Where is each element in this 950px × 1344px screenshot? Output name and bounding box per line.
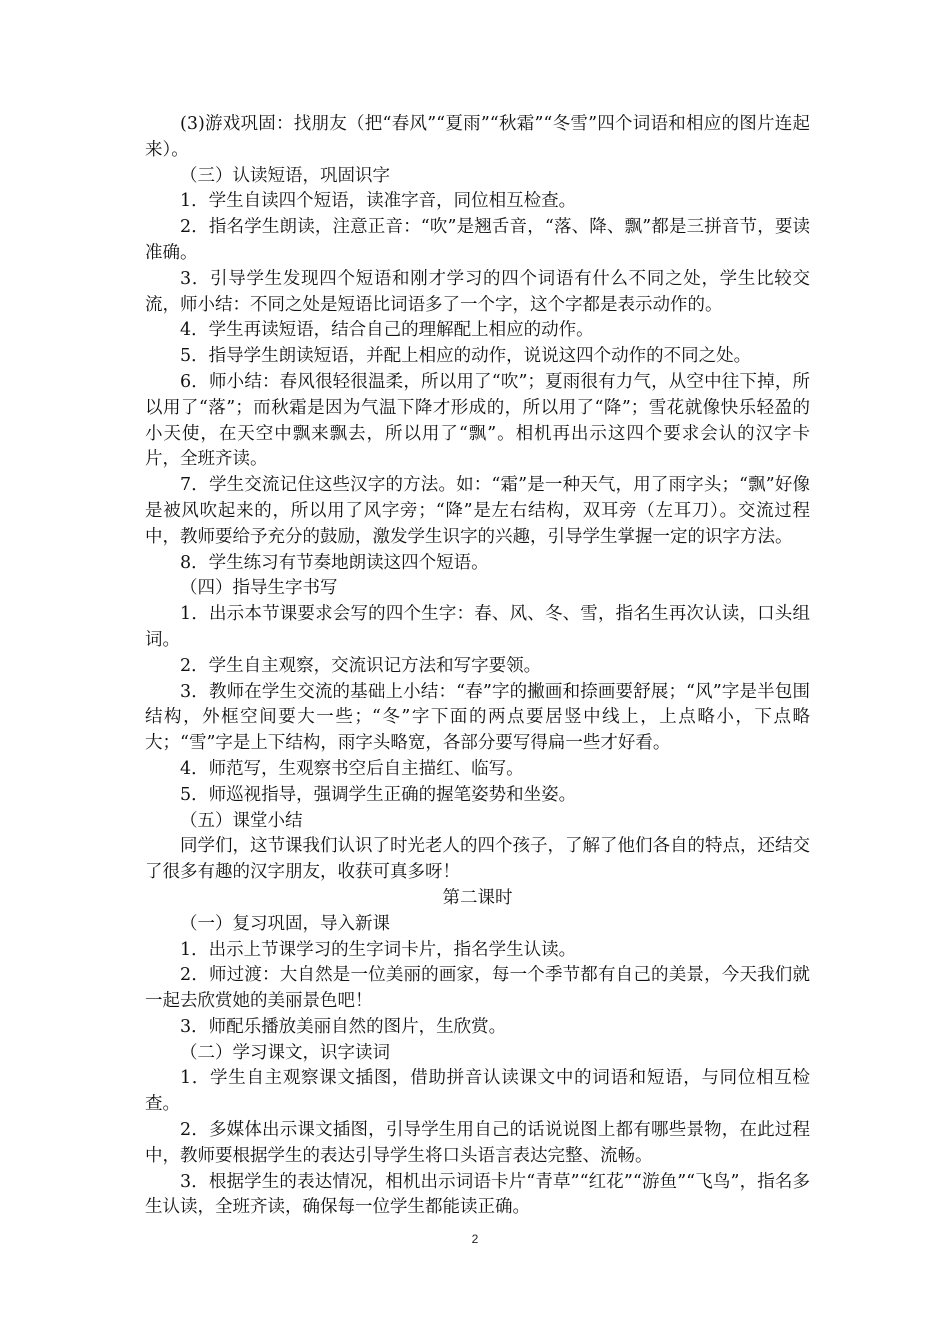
paragraph: 5．师巡视指导，强调学生正确的握笔姿势和坐姿。 [180, 784, 577, 805]
page-number: 2 [471, 1232, 479, 1246]
paragraph: （三）认读短语，巩固识字 [180, 165, 390, 186]
paragraph: 6．师小结：春风很轻很温柔，所以用了“吹”；夏雨很有力气，从空中往下掉，所以用了“落”；而秋霜是因为气温下降才形成的，所以用了“降”；雪花就像快乐轻盈的小天使，在天空中飘来飘去，所以用了“飘”。相机再出示这四个要求会认的汉字卡片，全班齐读。 [145, 371, 810, 470]
paragraph: 2．学生自主观察，交流识记方法和写字要领。 [180, 655, 542, 676]
paragraph: 4．学生再读短语，结合自己的理解配上相应的动作。 [180, 320, 594, 341]
paragraph: 1．学生自主观察课文插图，借助拼音认读课文中的词语和短语，与同位相互检查。 [145, 1068, 810, 1115]
paragraph: 2．师过渡：大自然是一位美丽的画家，每一个季节都有自己的美景，今天我们就一起去欣赏她的美丽景色吧！ [145, 965, 810, 1012]
paragraph: （四）指导生字书写 [180, 578, 338, 599]
paragraph: 3．根据学生的表达情况，相机出示词语卡片“青草”“红花”“游鱼”“飞鸟”，指名多生认读，全班齐读，确保每一位学生都能读正确。 [145, 1171, 810, 1218]
paragraph: （五）课堂小结 [180, 810, 303, 831]
paragraph: 1．学生自读四个短语，读准字音，同位相互检查。 [180, 191, 577, 212]
paragraph: 4．师范写，生观察书空后自主描红、临写。 [180, 758, 524, 779]
paragraph: （二）学习课文，识字读词 [180, 1042, 390, 1063]
paragraph: 1．出示上节课学习的生字词卡片，指名学生认读。 [180, 939, 577, 960]
paragraph: 8．学生练习有节奏地朗读这四个短语。 [180, 552, 489, 573]
paragraph: 3．引导学生发现四个短语和刚才学习的四个词语有什么不同之处，学生比较交流，师小结：不同之处是短语比词语多了一个字，这个字都是表示动作的。 [145, 268, 810, 315]
paragraph: 2．多媒体出示课文插图，引导学生用自己的话说说图上都有哪些景物，在此过程中，教师要根据学生的表达引导学生将口头语言表达完整、流畅。 [145, 1120, 810, 1166]
paragraph: 7．学生交流记住这些汉字的方法。如：“霜”是一种天气，用了雨字头；“飘”好像是被风吹起来的，所以用了风字旁；“降”是左右结构，双耳旁（左耳刀）。交流过程中，教师要给予充分的鼓励，激发学生识字的兴趣，引导学生掌握一定的识字方法。 [145, 475, 810, 547]
paragraph: (3)游戏巩固：找朋友（把“春风”“夏雨”“秋霜”“冬雪”四个词语和相应的图片连起来）。 [145, 114, 810, 160]
paragraph: 5．指导学生朗读短语，并配上相应的动作，说说这四个动作的不同之处。 [180, 346, 752, 367]
paragraph: 3．教师在学生交流的基础上小结：“春”字的撇画和捺画要舒展；“风”字是半包围结构，外框空间要大一些；“冬”字下面的两点要居竖中线上，上点略小，下点略大；“雪”字是上下结构，雨字头略宽，各部分要写得扁一些才好看。 [145, 681, 810, 754]
section-heading: 第二课时 [442, 887, 513, 908]
document-body [145, 112, 810, 1221]
paragraph: 同学们，这节课我们认识了时光老人的四个孩子，了解了他们各自的特点，还结交了很多有趣的汉字朋友，收获可真多呀！ [145, 836, 810, 883]
paragraph: 3．师配乐播放美丽自然的图片，生欣赏。 [180, 1016, 507, 1037]
paragraph: 2．指名学生朗读，注意正音：“吹”是翘舌音，“落、降、飘”都是三拼音节，要读准确。 [145, 217, 810, 263]
paragraph: （一）复习巩固，导入新课 [180, 913, 390, 934]
paragraph: 1．出示本节课要求会写的四个生字：春、风、冬、雪，指名生再次认读，口头组词。 [145, 604, 810, 650]
